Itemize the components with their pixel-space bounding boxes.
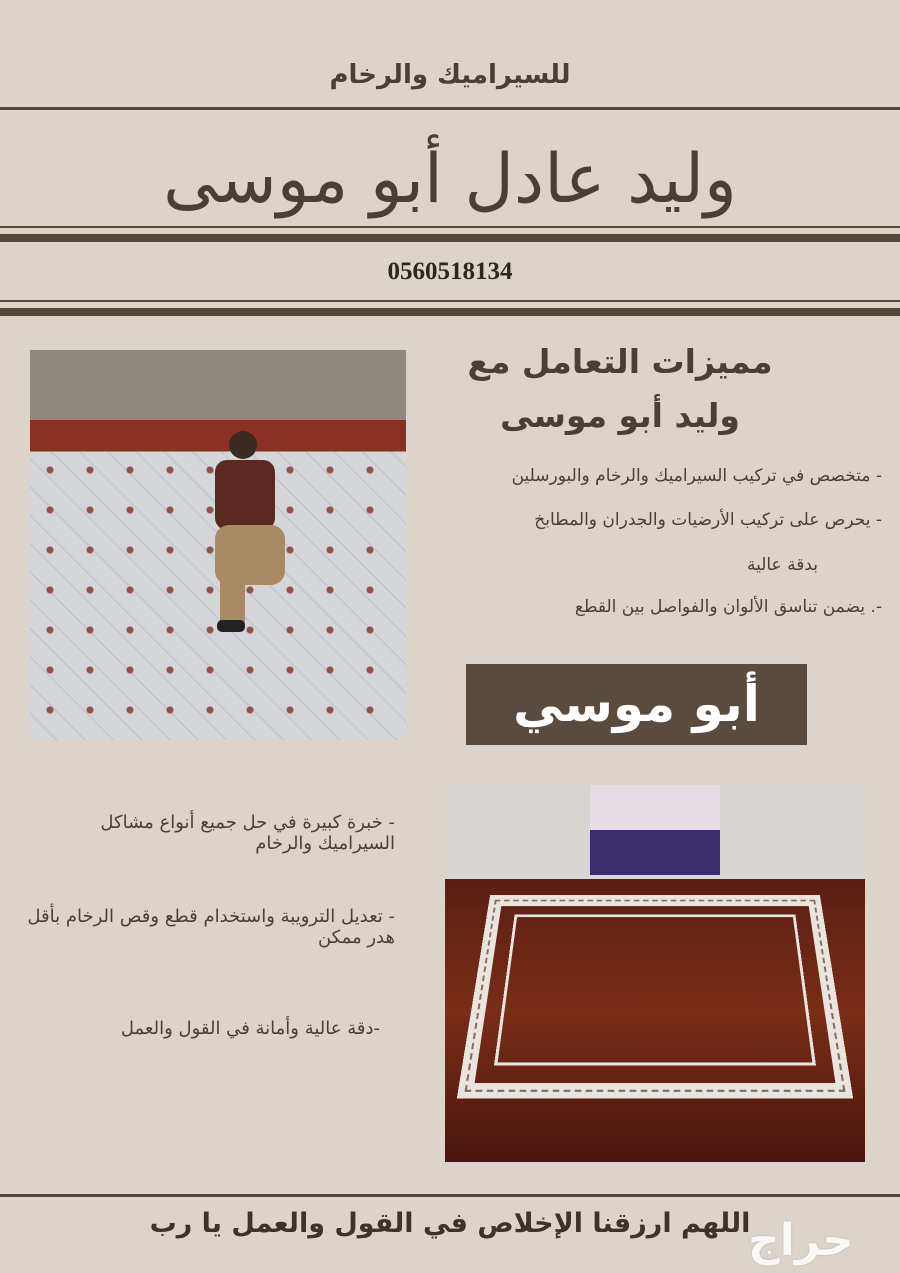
- features-title-line2: وليد أبو موسى: [500, 396, 740, 435]
- installer-photo: [30, 350, 406, 740]
- brand-badge: أبو موسي: [466, 664, 807, 745]
- footer-prayer: اللهم ارزقنا الإخلاص في القول والعمل يا رب: [149, 1208, 751, 1239]
- feature-item: -دقة عالية وأمانة في القول والعمل: [120, 1018, 380, 1039]
- person-figure: [185, 430, 295, 645]
- marble-floor-photo: [445, 785, 865, 1162]
- features-heading: [440, 335, 800, 443]
- divider: [0, 234, 900, 242]
- feature-item: - خبرة كبيرة في حل جميع أنواع مشاكل السيراميك والرخام: [100, 812, 395, 854]
- divider: [0, 1194, 900, 1197]
- feature-item: - متخصص في تركيب السيراميك والرخام والبورسلين: [511, 466, 882, 486]
- divider: [0, 107, 900, 110]
- subtitle: للسيراميك والرخام: [329, 60, 571, 90]
- phone-number[interactable]: 0560518134: [387, 258, 513, 285]
- feature-item: - تعديل الترويبة واستخدام قطع وقص الرخام بأقل هدر ممكن: [27, 906, 395, 948]
- features-title-line1: مميزات التعامل مع: [467, 342, 773, 381]
- haraj-watermark-logo: ﺣﺮاج: [748, 1215, 854, 1266]
- divider: [0, 308, 900, 316]
- divider: [0, 226, 900, 228]
- feature-item: -. يضمن تناسق الألوان والفواصل بين القطع: [574, 597, 882, 617]
- page-title: وليد عادل أبو موسى: [163, 140, 737, 219]
- feature-item: بدقة عالية: [746, 555, 818, 575]
- feature-item: - يحرص على تركيب الأرضيات والجدران والمطابخ: [534, 510, 882, 530]
- divider: [0, 300, 900, 302]
